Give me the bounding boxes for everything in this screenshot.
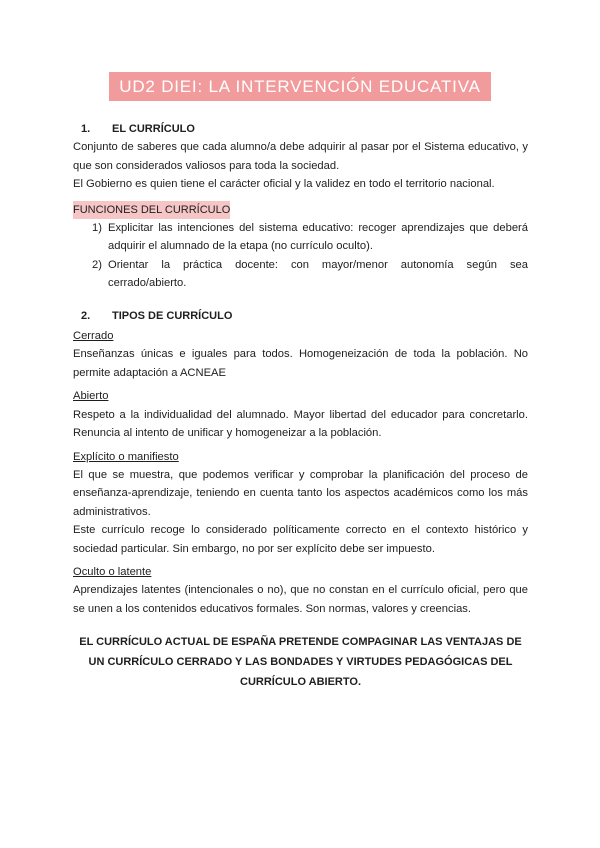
funciones-item-text: Explicitar las intenciones del sistema educativo: recoger aprendizajes que deberá adquirir el alumnado de la etapa (no currículo oculto).	[108, 222, 528, 253]
oculto-title: Oculto o latente	[73, 565, 152, 578]
abierto-title: Abierto	[73, 390, 109, 403]
section-1-number: 1.	[81, 123, 91, 135]
funciones-item-2	[73, 256, 528, 293]
funciones-item-number: 2)	[92, 258, 102, 271]
funciones-list	[73, 219, 528, 293]
section-1-paragraph-2: El Gobierno es quien tiene el carácter oficial y la validez en todo el territorio nacional.	[73, 178, 495, 191]
explicito-paragraph-2: Este currículo recoge lo considerado políticamente correcto en el contexto histórico y sociedad particular. Sin embargo, no por ser explícito debe ser impuesto.	[73, 524, 528, 555]
conclusion: EL CURRÍCULO ACTUAL DE ESPAÑA PRETENDE COMPAGINAR LAS VENTAJAS DE UN CURRÍCULO CERRADO Y LAS BONDADES Y VIRTUDES PEDAGÓGICAS DEL CURRÍCULO ABIERTO.	[79, 636, 522, 689]
funciones-heading: FUNCIONES DEL CURRÍCULO	[73, 201, 230, 219]
cerrado-title: Cerrado	[73, 330, 114, 343]
section-1-heading	[73, 120, 528, 138]
funciones-item-text: Orientar la práctica docente: con mayor/menor autonomía según sea cerrado/abierto.	[108, 258, 528, 290]
document-body	[73, 120, 528, 692]
section-2-number: 2.	[81, 309, 91, 322]
section-1-paragraph-1: Conjunto de saberes que cada alumno/a debe adquirir al pasar por el Sistema educativo, y que son considerados valiosos para toda la sociedad.	[73, 141, 528, 172]
section-2-heading	[73, 307, 528, 325]
page-title: UD2 DIEI: LA INTERVENCIÓN EDUCATIVA	[109, 72, 490, 101]
funciones-item-number: 1)	[92, 222, 102, 235]
abierto-text: Respeto a la individualidad del alumnado. Mayor libertad del educador para concretarlo. Renuncia al intento de unificar y homogeneizar a la población.	[73, 408, 528, 440]
funciones-item-1	[73, 219, 528, 256]
section-1-title: EL CURRÍCULO	[112, 123, 195, 135]
explicito-paragraph-1: El que se muestra, que podemos verificar y comprobar la planificación del proceso de enseñanza-aprendizaje, teniendo en cuenta tanto los aspectos académicos como los más administrativos.	[73, 468, 528, 518]
cerrado-text: Enseñanzas únicas e iguales para todos. Homogeneización de toda la población. No permite adaptación a ACNEAE	[73, 348, 528, 379]
section-2-title: TIPOS DE CURRÍCULO	[112, 309, 233, 322]
explicito-title: Explícito o manifiesto	[73, 450, 179, 463]
title-container	[0, 72, 600, 101]
oculto-text: Aprendizajes latentes (intencionales o no), que no constan en el currículo oficial, pero que se unen a los contenidos educativos formales. Son normas, valores y creencias.	[73, 584, 528, 615]
